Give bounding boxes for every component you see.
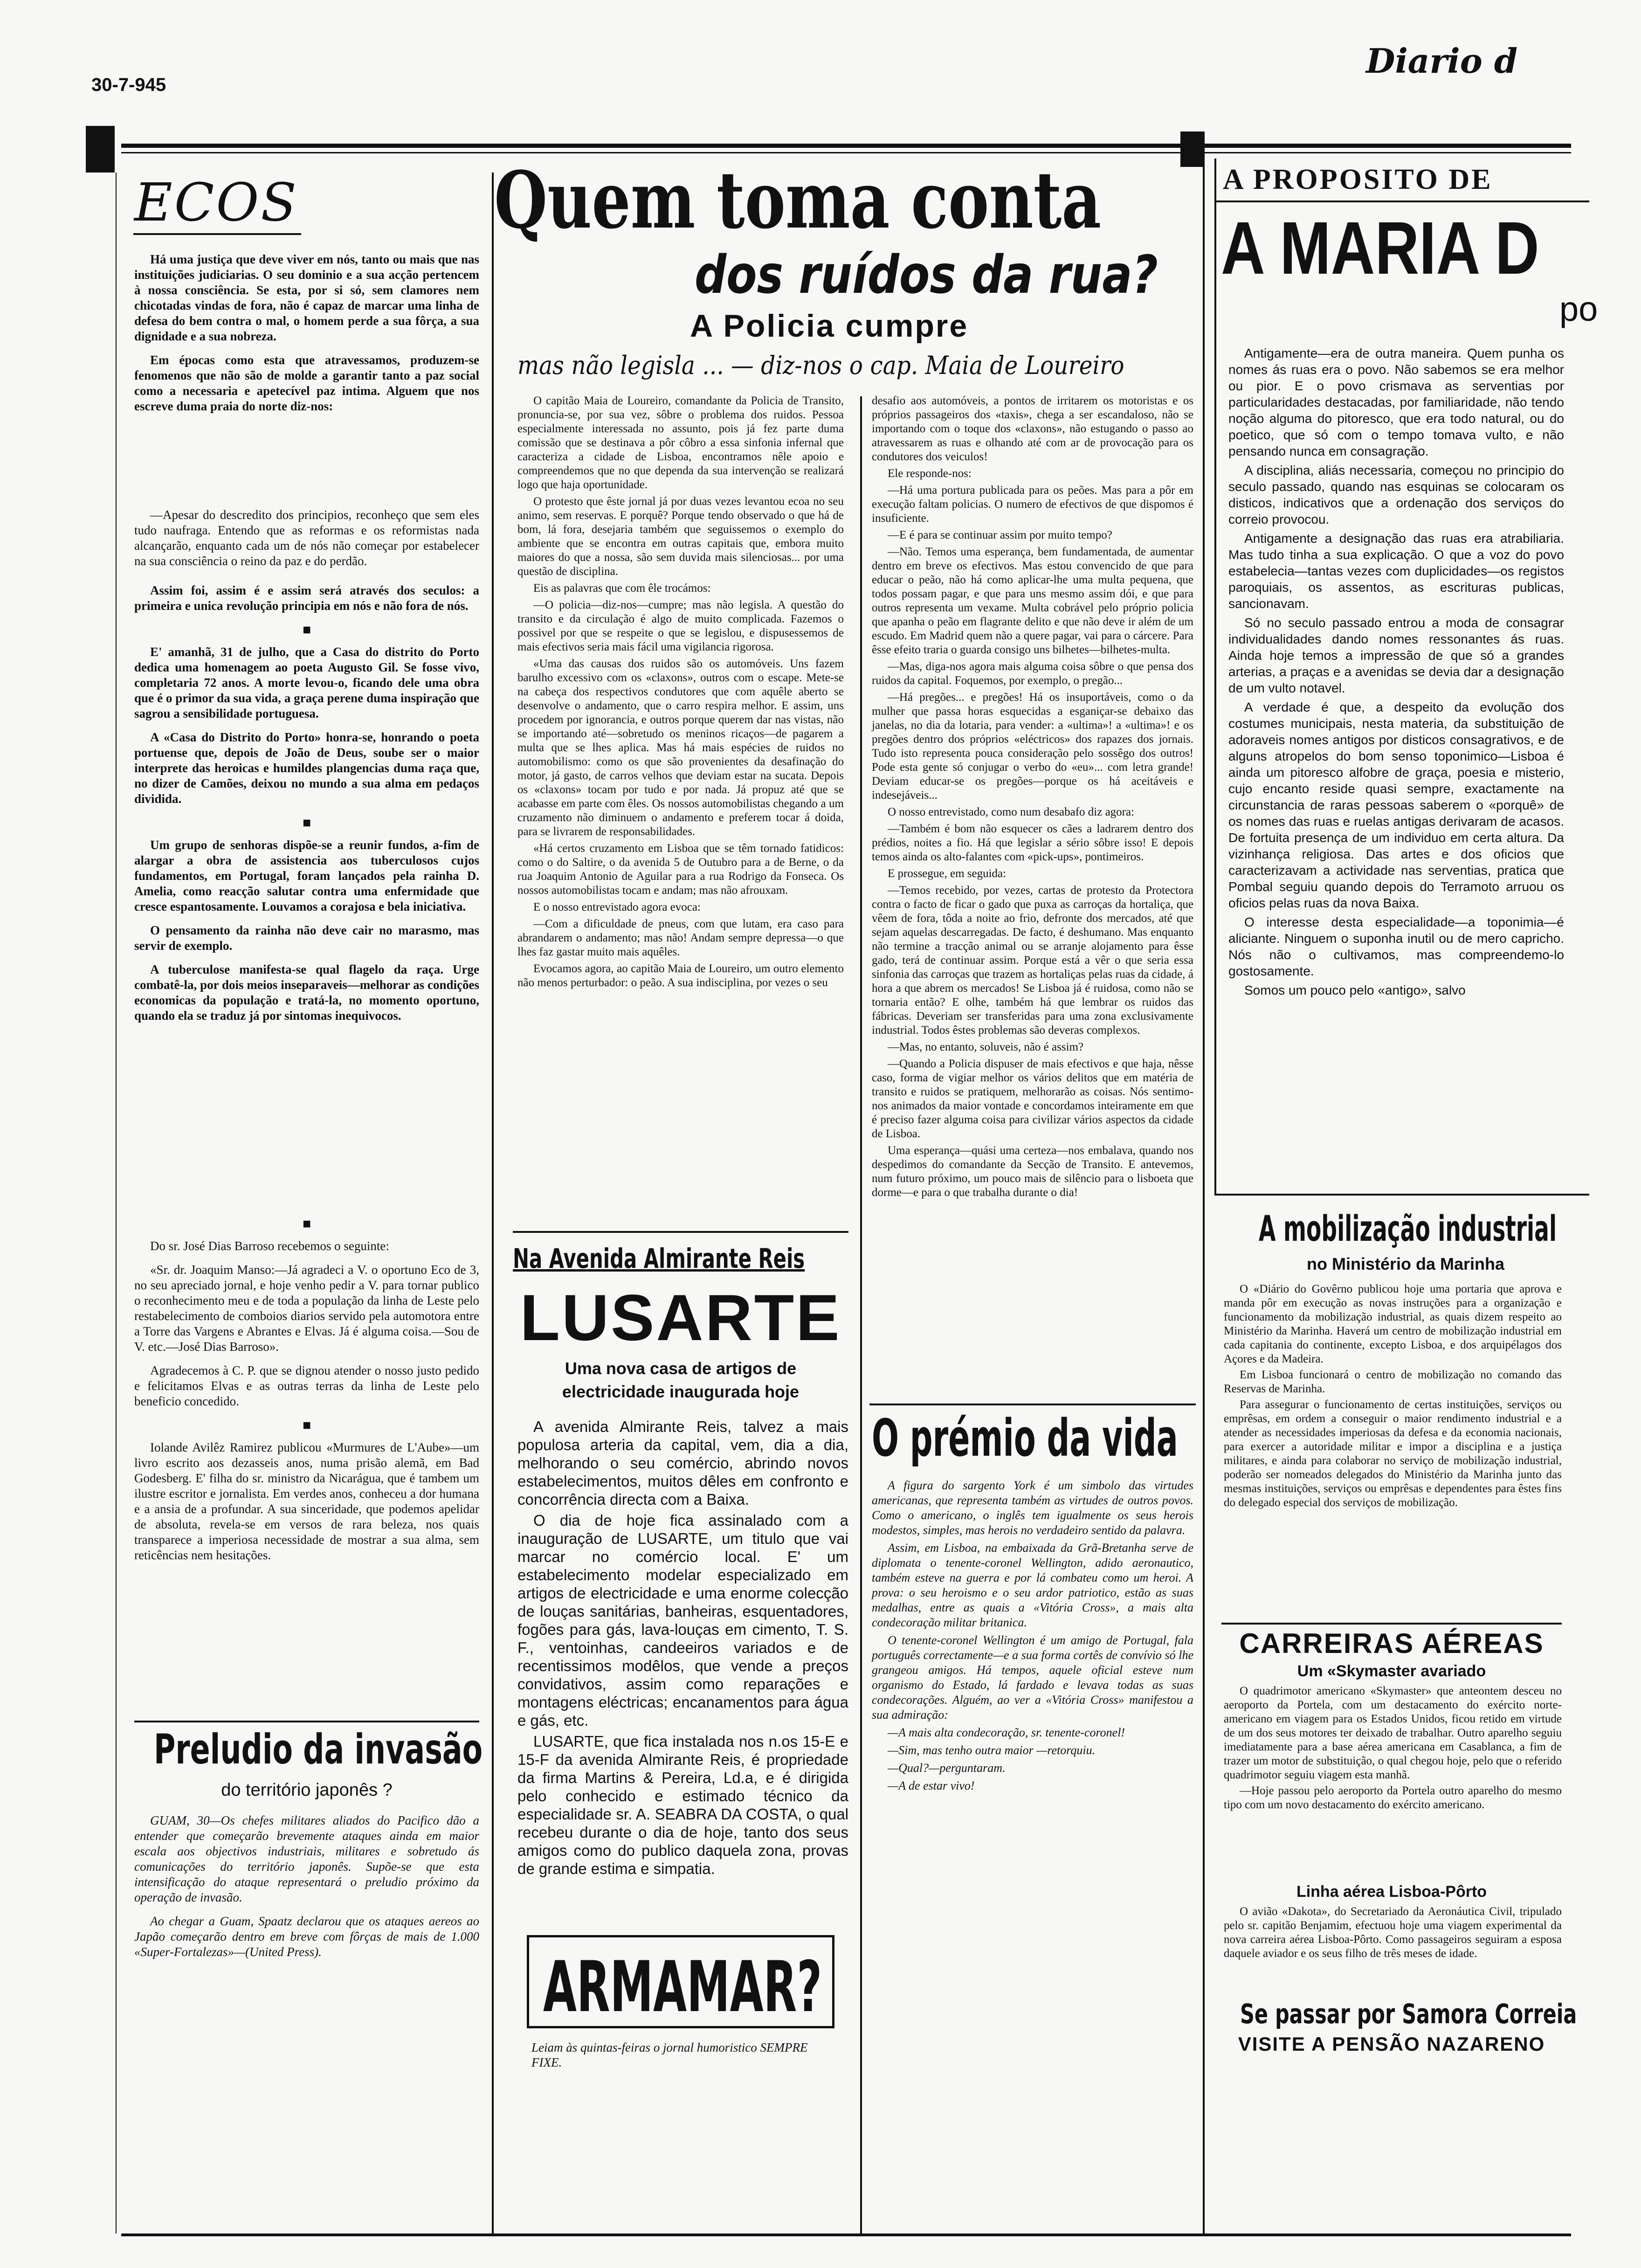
quem-title2-text: dos ruídos da rua?	[695, 245, 1158, 305]
quem-paragraph: E prossegue, em seguida:	[888, 867, 1007, 880]
corner-block-left	[86, 126, 115, 173]
maria-title	[1221, 205, 1594, 290]
quem-title-text: Quem toma conta	[494, 154, 1102, 246]
ecos-paragraph: A «Casa do Distrito do Porto» honra-se, honrando o poeta portuense que, depois de João de Deus, soube ser o maior interprete das heroicas e humildes plangencias duma raça que, no dizer de Camões, deixou no mundo a sua alma em pedaços dividida.	[134, 730, 479, 806]
quem-subtitle2	[517, 351, 1203, 388]
quem-paragraph: O protesto que êste jornal já por duas vezes levantou ecoa no seu animo, sem reservas. E porquê? Porque tendo observado o que há de bom, lá fora, desejaria também que seguissemos o exemplo do ambiente que se encontra em outras capitais que, embora muito maiores do que a nossa, são sem duvida mais silenciosas... por uma questão de disciplina.	[517, 495, 844, 578]
preludio-title-text: Preludio da invasão	[154, 1725, 483, 1773]
ecos-block4	[134, 1212, 479, 1721]
premio-paragraph: Assim, em Lisboa, na embaixada da Grã-Bretanha serve de diplomata o tenente-coronel Wellington, adido aeronautico, também esteve na guerra e por lá combateu como um heroi. A prova: o seu heroismo e o seu ardor patriotico, estão as suas medalhas, entre as quais a «Vitória Cross», a mais alta condecoração militar britanica.	[872, 1541, 1193, 1629]
armamar-title-text: ARMAMAR?	[543, 1947, 822, 2028]
quem-paragraph: «Uma das causas dos ruidos são os automóveis. Uns fazem barulho excessivo com os «claxons», outros com o escape. Mete-se na cabeça dos respectivos condutores que com aquêle aberto se desenvolve o andamento, que o carro respira melhor. E assim, uns procedem por ignorancia, e outros porque querem dar nas vistas, não se importando até—sobretudo os meninos ricaços—de pagarem a multa que se lhes aplica. Mas há mais espécies de ruidos no automobilismo: como os que são provenientes da desafinação do motor, já gasto, de carros velhos que deviam estar na sucata. Depois os «claxons» tocam por tudo e por nada. Já propuz até que se acabasse em parte com êles. Os nossos automobilistas chegando a um cruzamento não diminuem o andamento e preferem tocar á doida, para se livrarem de responsabilidades.	[517, 657, 844, 838]
maria-title-text: A MARIA D	[1221, 206, 1539, 290]
carreiras-paragraph: —Hoje passou pelo aeroporto da Portela outro aparelho do mesmo tipo com um novo destacamento do exército americano.	[1224, 1784, 1562, 1811]
nazareno-line2: VISITE A PENSÃO NAZARENO	[1238, 2033, 1545, 2055]
mobilizacao-title-text: A mobilização industrial	[1259, 1208, 1557, 1249]
ecos-paragraph: —Apesar do descredito dos principios, reconheço que sem eles tudo naufraga. Entendo que as reformas e os reformistas nada alcançarão, enquanto cada um de nós não começar por estabelecer na sua consciência o reino da paz e do perdão.	[134, 508, 479, 568]
maria-kicker: A PROPOSITO DE	[1223, 164, 1493, 195]
carreiras-body2	[1224, 1905, 1562, 1991]
ecos-paragraph: O pensamento da rainha não deve cair no marasmo, mas servir de exemplo.	[134, 923, 479, 953]
premio-paragraph: —Sim, mas tenho outra maior —retorquiu.	[888, 1743, 1096, 1757]
quem-paragraph: O capitão Maia de Loureiro, comandante da Policia de Transito, pronuncia-se, por sua vez, sôbre o problema dos ruidos. Pessoa especialmente interessada no assunto, pois já fez parte duma comissão que se destinava a pôr côbro a essa sinfonia infernal que caracteriza a cidade de Lisboa, encontramos nêle apoio e compreendemos que no que dependa da sua intervenção se realizará logo que haja oportunidade.	[517, 394, 844, 491]
quem-paragraph: —Mas, no entanto, soluveis, não é assim?	[888, 1041, 1084, 1053]
armamar-box	[527, 1935, 834, 2028]
section-rule	[1221, 1623, 1562, 1625]
quem-paragraph: —Não. Temos uma esperança, bem fundamentada, de aumentar dentro em breve os efectivos. Mas estou convencido de que para educar o peão, não há como aplicar-lhe uma multa pequena, que todos possam pagar, e que para uns mesmo assim dói, e que para outros representa um vexame. Multa cobrável pelo próprio policia que apanha o peão em flagrante delito e que não deve ir além de um escudo. Em Madrid quem não a quere pagar, vai para o cárcere. Para êsse efeito traria o guarda consigo uns bilhetes—bilhetes-multa.	[872, 546, 1193, 656]
ecos-paragraph: E' amanhã, 31 de julho, que a Casa do distrito do Porto dedica uma homenagem ao poeta Augusto Gil. Se fosse vivo, completaria 72 anos. A morte levou-o, ficando dele uma obra que é o primor da sua vida, a graça perene duma inspiração que sagrou a sensibilidade portuguesa.	[134, 645, 479, 720]
ecos-title-underline	[133, 233, 301, 235]
premio-title-text: O prémio da vida	[872, 1408, 1178, 1468]
premio-paragraph: —A de estar vivo!	[888, 1779, 975, 1792]
page-date: 30-7-945	[91, 75, 166, 95]
lusarte-body	[517, 1418, 848, 1935]
lusarte-paragraph: LUSARTE, que fica instalada nos n.os 15-E e 15-F da avenida Almirante Reis, é propriedade da firma Martins & Pereira, Ld.a, e é dirigida pelo conhecido e estimado técnico da especialidade sr. A. SEABRA DA COSTA, o qual recebeu durante o dia de hoje, tanto dos seus amigos como do publico daquela zona, provas de grande estima e simpatia.	[517, 1733, 848, 1877]
preludio-subtitle: do território japonês ?	[221, 1780, 393, 1800]
quem-paragraph: —Temos recebido, por vezes, cartas de protesto da Protectora contra o facto de ficar o gado que puxa as carroças da hortaliça, que vêem de fora, tôda a noite ao frio, defronte dos mercados, até que sejam aquelas descarregadas. De facto, é deshumano. Mas enquanto não termine a tracção animal ou se arranje alojamento para êsse gado, terá de continuar assim. Porque está a vêr o que seria essa sinfonia das carroças que trazem as hortaliças pelas ruas da cidade, á hora a que abrem os mercados! Se Lisboa já é ruidosa, como não se tornaria então? E olhe, também há que lembrar os ruidos das fábricas. Deveriam ser transferidas para uma zona exclusivamente industrial. Todos êstes problemas são deveras complexos.	[872, 884, 1193, 1037]
quem-paragraph: E o nosso entrevistado agora evoca:	[533, 901, 701, 913]
maria-byline: po	[1559, 290, 1598, 328]
quem-paragraph: «Há certos cruzamento em Lisboa que se têm tornado fatidicos: como o do Saltire, o da avenida 5 de Outubro para a de Berne, o da rua Joaquim Antonio de Aguilar para a rua Rodrigo da Fonseca. Os nossos automobilistas tocam e andam; mas não afrouxam.	[517, 842, 844, 897]
quem-paragraph: desafio aos automóveis, a pontos de irritarem os motoristas e os próprios passageiros dos «taxis», chega a ser escandaloso, não se importando com o toque dos «claxons», não estugando o passo ao atravessarem as ruas e olhando até com ar de provocação para os condutores dos veiculos!	[872, 394, 1193, 463]
premio-title	[872, 1408, 1198, 1466]
preludio-title	[154, 1725, 483, 1773]
ecos-paragraph: Assim foi, assim é e assim será através dos seculos: a primeira e unica revolução principia em nós e não fora de nós.	[134, 583, 479, 613]
quem-col2	[872, 394, 1193, 1397]
carreiras-title: CARREIRAS AÉREAS	[1239, 1628, 1544, 1659]
lusarte-subtitle: Uma nova casa de artigos de electricidade inaugurada hoje	[562, 1359, 800, 1401]
quem-title2	[695, 245, 1198, 305]
quem-paragraph: —E é para se continuar assim por muito tempo?	[888, 529, 1112, 541]
mobilizacao-paragraph: Em Lisboa funcionará o centro de mobilização no comando das Reservas de Marinha.	[1224, 1369, 1562, 1395]
maria-paragraph: Antigamente a designação das ruas era atrabiliaria. Mas tudo tinha a sua explicação. O que a voz do povo estabelecia—tantas vezes com duplicidades—os registos paroquiais, os assentos, as escrituras publicas, sancionavam.	[1228, 531, 1564, 611]
maria-paragraph: Somos um pouco pelo «antigo», salvo	[1244, 983, 1466, 997]
mobilizacao-paragraph: Para assegurar o funcionamento de certas instituições, serviços ou emprêsas, em ordem a conseguir o maior rendimento industrial e a atender as necessidades imperiosas da defesa e da economia nacionais, para exercer a autoridade militar e impor a disciplina e a justiça militares, e ainda para colaborar no serviço de mobilização industrial, poderão ser nomeados delegados do Ministério da Marinha junto das mesmas instituições, serviços ou emprêsas e dependentes para êstes fins do delegado especial dos serviços de mobilização.	[1224, 1398, 1562, 1509]
carreiras-subtitle: Um «Skymaster avariado	[1297, 1662, 1486, 1680]
quem-paragraph: —Também é bom não esquecer os cães a ladrarem dentro dos prédios, noites a fio. Há que legislar a sério sôbre isso! E depois temos ainda os alto-falantes com «pick-ups», pontimeiros.	[872, 823, 1193, 863]
ecos-paragraph: Iolande Avilêz Ramirez publicou «Murmures de L'Aube»—um livro escrito aos dezasseis anos, numa prisão alemã, em Bad Godesberg. E' filha do sr. ministro da Nicarágua, que é tambem um ilustre escritor e jornalista. Em verdes anos, conheceu a dor humana e a ansia de a profundar. A sua sinceridade, que podemos apelidar de absoluta, revela-se em versos de rara beleza, nos quais transparece a imperiosa necessidade de mostrar a sua alma, sem reticências nem hesitações.	[134, 1440, 479, 1562]
lusarte-kicker	[513, 1243, 848, 1275]
quem-paragraph: —Com a dificuldade de pneus, com que lutam, era caso para abrandarem o andamento; mas não! Andam sempre depressa—o que lhes faz gastar muito mais aquêles.	[517, 918, 844, 958]
ecos-paragraph: Agradecemos à C. P. que se dignou atender o nosso justo pedido e felicitamos Elvas e as outras terras da linha de Leste pelo beneficio concedido.	[134, 1363, 479, 1408]
quem-col1	[517, 394, 844, 1229]
maria-kicker-rule	[1216, 201, 1589, 202]
armamar-caption: Leiam às quintas-feiras o jornal humoristico SEMPRE FIXE.	[531, 2040, 808, 2069]
masthead: Diario d	[1366, 41, 1518, 81]
separator-mark: ■	[302, 1418, 311, 1433]
column-rule-thin	[116, 173, 117, 2233]
lusarte-paragraph: A avenida Almirante Reis, talvez a mais populosa arteria da capital, vem, dia a dia, melhorando o seu comércio, abrindo novos estabelecimentos, muitos dêles em confronto e concorrência directa com a Baixa.	[517, 1418, 848, 1508]
separator-mark: ■	[302, 1216, 311, 1231]
maria-body	[1228, 345, 1564, 1184]
quem-paragraph: Ele responde-nos:	[888, 467, 972, 480]
column-rule	[492, 173, 494, 2233]
separator-mark: ■	[302, 815, 311, 830]
carreiras-body	[1224, 1684, 1562, 1889]
quem-paragraph: —O policia—diz-nos—cumpre; mas não legisla. A questão do transito e da circulação é algo de muito complicada. Fazemos o possivel por que se respeite o que se legislou, e dispusessemos de mais efectivos seria mais fácil uma vigilancia rigorosa.	[517, 599, 844, 653]
separator-mark: ■	[302, 622, 311, 637]
top-rule	[121, 144, 1571, 148]
maria-paragraph: A disciplina, aliás necessaria, começou no principio do seculo passado, quando nas esquinas se colocaram os disticos, indicativos que a ordenação dos serviços do correio provocou.	[1228, 463, 1564, 526]
quem-paragraph: —Há uma portura publicada para os peões. Mas para a pôr em execução faltam policias. O numero de efectivos de que dispomos é insuficiente.	[872, 484, 1193, 525]
quem-title	[494, 154, 1184, 247]
mobilizacao-body	[1224, 1282, 1562, 1627]
preludio-paragraph: GUAM, 30—Os chefes militares aliados do Pacifico dão a entender que começarão brevemente ataques ainda em maior escala aos objectivos industriais, militares e sobretudo ás comunicações do território japonês. Supõe-se que esta intensificação do ataque representará o preludio próximo da operação de invasão.	[134, 1813, 479, 1904]
quem-paragraph: —Quando a Policia dispuser de mais efectivos e que haja, nêsse caso, forma de vigiar melhor os vários delitos que em matéria de transito e ruidos se pratiquem, melhorarão as coisas. Nós sentimo-nos animados da maior vontade e concordamos inteiramente em que é preciso fazer alguma coisa para civilizar vários aspectos da cidade de Lisboa.	[872, 1058, 1193, 1140]
top-rule-thin	[121, 152, 1571, 153]
quem-paragraph: Uma esperança—quási uma certeza—nos embalava, quando nos despedimos do comandante da Secção de Transito. E antevemos, num futuro próximo, um pouco mais de silêncio para o lisboeta que dorme—e para o que trabalha durante o dia!	[872, 1144, 1193, 1199]
mobilizacao-title	[1259, 1208, 1594, 1252]
column-rule	[860, 396, 862, 2233]
quem-paragraph: —Há pregões... e pregões! Há os insuportáveis, como o da mulher que passa horas esquecidas a esganiçar-se debaixo das janelas, no dia da lotaria, para vender: a «ultima»! a «ultima»! e os pregões dentro dos próprios «eléctricos» dos rapazes dos jornais. Tudo isto representa pouca consideração pelo sossêgo dos outros! Pode esta gente só conjugar o verbo do «eu»... com letra grande! Deviam educar-se os pregões—porque os há aceitáveis e indesejáveis...	[872, 691, 1193, 802]
maria-paragraph: O interesse desta especialidade—a toponimia—é aliciante. Ninguem o suponha inutil ou de mero capricho. Nós não o cultivamos, mas compreendemo-lo gostosamente.	[1228, 915, 1564, 978]
ecos-paragraph: A tuberculose manifesta-se qual flagelo da raça. Urge combatê-la, por dois meios inseparaveis—melhorar as condições economicas da população e tratá-la, no momento oportuno, quando ela se traduz já por sintomas inequivocos.	[134, 962, 479, 1023]
section-rule	[134, 1721, 479, 1722]
ecos-title: ECOS	[134, 173, 298, 233]
lusarte-paragraph: O dia de hoje fica assinalado com a inauguração de LUSARTE, um titulo que vai marcar no comércio local. E' um estabelecimento modelar especializado em artigos de electricidade e uma enorme colecção de louças sanitárias, banheiras, esquentadores, fogões para gás, lava-louças em cimento, T. S. F., ventoinhas, candeeiros variados e de recentissimos modêlos, que vende a preços convidativos, assim como reparações e montagens eléctricas; encanamentos para água e gás, etc.	[517, 1512, 848, 1729]
premio-paragraph: —A mais alta condecoração, sr. tenente-coronel!	[888, 1726, 1125, 1739]
ecos-paragraph: «Sr. dr. Joaquim Manso:—Já agradeci a V. o oportuno Eco de 3, no seu apreciado jornal, e hoje venho pedir a V. para tornar publico o reconhecimento meu e de toda a população da linha de Leste pelo restabelecimento de comboios diarios servido pela automotora entre a Torre das Vargens e Abrantes e Elvas. Já é alguma coisa.—Sou de V. etc.—José Dias Barroso».	[134, 1263, 479, 1354]
carreiras-paragraph: O quadrimotor americano «Skymaster» que anteontem desceu no aeroporto da Portela, com um destacamento do exército norte-americano em viagem para os Estados Unidos, ficou retido em virtude de um dos seus motores ter deixado de trabalhar. Outro aparelho seguiu imediatamente para a base aérea americana em Casablanca, a fim de trazer um motor de substituição, o qual chegou hoje, pelo que o referido quadrimotor seguiu viagem esta manhã.	[1224, 1685, 1562, 1781]
section-rule	[869, 1404, 1196, 1405]
quem-subtitle2-text: mas não legisla ... — diz-nos o cap. Maia de Loureiro	[517, 351, 1124, 380]
column-rule	[1203, 154, 1205, 2233]
preludio-paragraph: Ao chegar a Guam, Spaatz declarou que os ataques aereos ao Japão começarão dentro em breve com fôrças de mais de 1.000 «Super-Fortalezas»—(United Press).	[134, 1914, 479, 1959]
bottom-rule	[121, 2233, 1571, 2236]
maria-paragraph: Só no seculo passado entrou a moda de consagrar individualidades dando nomes ressonantes ás ruas. Ainda hoje temos a impressão de que só a grandes arterias, a praças e a avenidas se devia dar a designação de um vulto notavel.	[1228, 615, 1564, 695]
nazareno-line1-text: Se passar por Samora Correia	[1240, 1998, 1577, 2030]
premio-paragraph: —Qual?—perguntaram.	[888, 1761, 1006, 1775]
quem-subtitle: A Policia cumpre	[690, 308, 969, 344]
premio-body	[872, 1478, 1193, 2224]
armamar-title	[543, 1947, 823, 2028]
maria-paragraph: A verdade é que, a despeito da evolução dos costumes municipais, nesta materia, da substituição de adoraveis nomes antigos por disticos consagrativos, e de alguns atropelos do bom senso toponimico—Lisboa é ainda um pitoresco alfobre de graça, poesia e misterio, cujo encanto reside quasi sempre, exactamente na circunstancia de raras pessoas saberem o «porquê» de os nomes das ruas e ruelas antigas derivaram de acasos. De fortuita presença de um individuo em certa altura. Da vizinhança religiosa. Das artes e dos oficios que caracterizavam a actividade nas serventias, pratica que Pombal seguiu quando depois do Terramoto arruou os oficios pelas ruas da nova Baixa.	[1228, 700, 1564, 910]
lusarte-kicker-text: Na Avenida Almirante Reis	[513, 1243, 805, 1274]
quem-paragraph: Eis as palavras que com êle trocámos:	[533, 582, 711, 595]
preludio-body	[134, 1813, 479, 2223]
ecos-paragraph: Em épocas como esta que atravessamos, produzem-se fenomenos que não são de molde a garantir tanto a paz social como a necessaria e apetecível paz intima. Alguem que nos escreve duma praia do norte diz-nos:	[134, 353, 479, 413]
ecos-block2	[134, 507, 479, 582]
nazareno-line1	[1240, 1998, 1576, 2033]
lusarte-title: LUSARTE	[520, 1281, 841, 1354]
premio-paragraph: O tenente-coronel Wellington é um amigo de Portugal, fala português correctamente—e a sua forma cortês de convívio só lhe grangeou amigos. Há tempos, aquele oficial esteve num organismo do Estado, lá fardado e levava todas as suas condecorações. Alguém, ao ver a «Vitória Cross» manifestou a sua admiração:	[872, 1633, 1193, 1722]
ecos-paragraph: Do sr. José Dias Barroso recebemos o seguinte:	[150, 1239, 389, 1253]
premio-paragraph: A figura do sargento York é um simbolo das virtudes americanas, que representa também as virtudes de outros povos. Como o americano, o inglês tem igualmente os seus herois modestos, simples, mas herois no verdadeiro sentido da palavra.	[872, 1479, 1193, 1537]
maria-frame	[1214, 159, 1598, 1196]
ecos-paragraph: Um grupo de senhoras dispõe-se a reunir fundos, a-fim de alargar a obra de assistencia aos tuberculosos cujos fundamentos, em Portugal, foram lançados pela rainha D. Amelia, como reacção salutar contra uma enfermidade que cresce espantosamente. Louvamos a corajosa e bela iniciativa.	[134, 838, 479, 913]
ecos-paragraph: Há uma justiça que deve viver em nós, tanto ou mais que nas instituições judiciarias. O seu dominio e a sua acção pertencem à nossa consciência. Se esta, por si só, sem clamores nem chicotadas vindas de fora, não é capaz de marcar uma linha de defesa do bem contra o mal, o homem perde a sua fôrça, a sua dignidade e a sua nobreza.	[134, 252, 479, 343]
quem-paragraph: O nosso entrevistado, como num desabafo diz agora:	[888, 806, 1135, 818]
mobilizacao-subtitle: no Ministério da Marinha	[1306, 1254, 1505, 1273]
section-rule	[513, 1231, 848, 1233]
carreiras-subheading: Linha aérea Lisboa-Pôrto	[1296, 1883, 1487, 1901]
ecos-block3	[134, 583, 479, 1212]
quem-paragraph: —Mas, diga-nos agora mais alguma coisa sôbre o que pensa dos ruidos da capital. Foquemos, por exemplo, o pregão...	[872, 660, 1193, 687]
maria-paragraph: Antigamente—era de outra maneira. Quem punha os nomes ás ruas era o povo. Não sabemos se era melhor ou pior. E o povo crismava as serventias por particularidades destacadas, por familiaridade, não tendo noção alguma do pitoresco, que era todo natural, ou do poetico, que só com o tempo tomava vulto, e não pensando nunca em consagração.	[1228, 346, 1564, 458]
quem-paragraph: Evocamos agora, ao capitão Maia de Loureiro, um outro elemento não menos perturbador: o peão. A sua indisciplina, por vezes o seu	[517, 962, 844, 989]
carreiras-paragraph: O avião «Dakota», do Secretariado da Aeronáutica Civil, tripulado pelo sr. capitão Benjamim, efectuou hoje uma viagem experimental da nova carreira aérea Lisboa-Pôrto. Como passageiros seguiram a esposa daquele aviador e os seus filho de três meses de idade.	[1224, 1905, 1562, 1960]
mobilizacao-paragraph: O «Diário do Govêrno publicou hoje uma portaria que aprova e manda pôr em execução as novas instruções para a organização e funcionamento da mobilização industrial, as quais dizem respeito ao Ministério da Marinha. Haverá um centro de mobilização industrial em cada capitania do continente, excepto Lisboa, e dos arquipélagos dos Açores e da Madeira.	[1224, 1283, 1562, 1365]
